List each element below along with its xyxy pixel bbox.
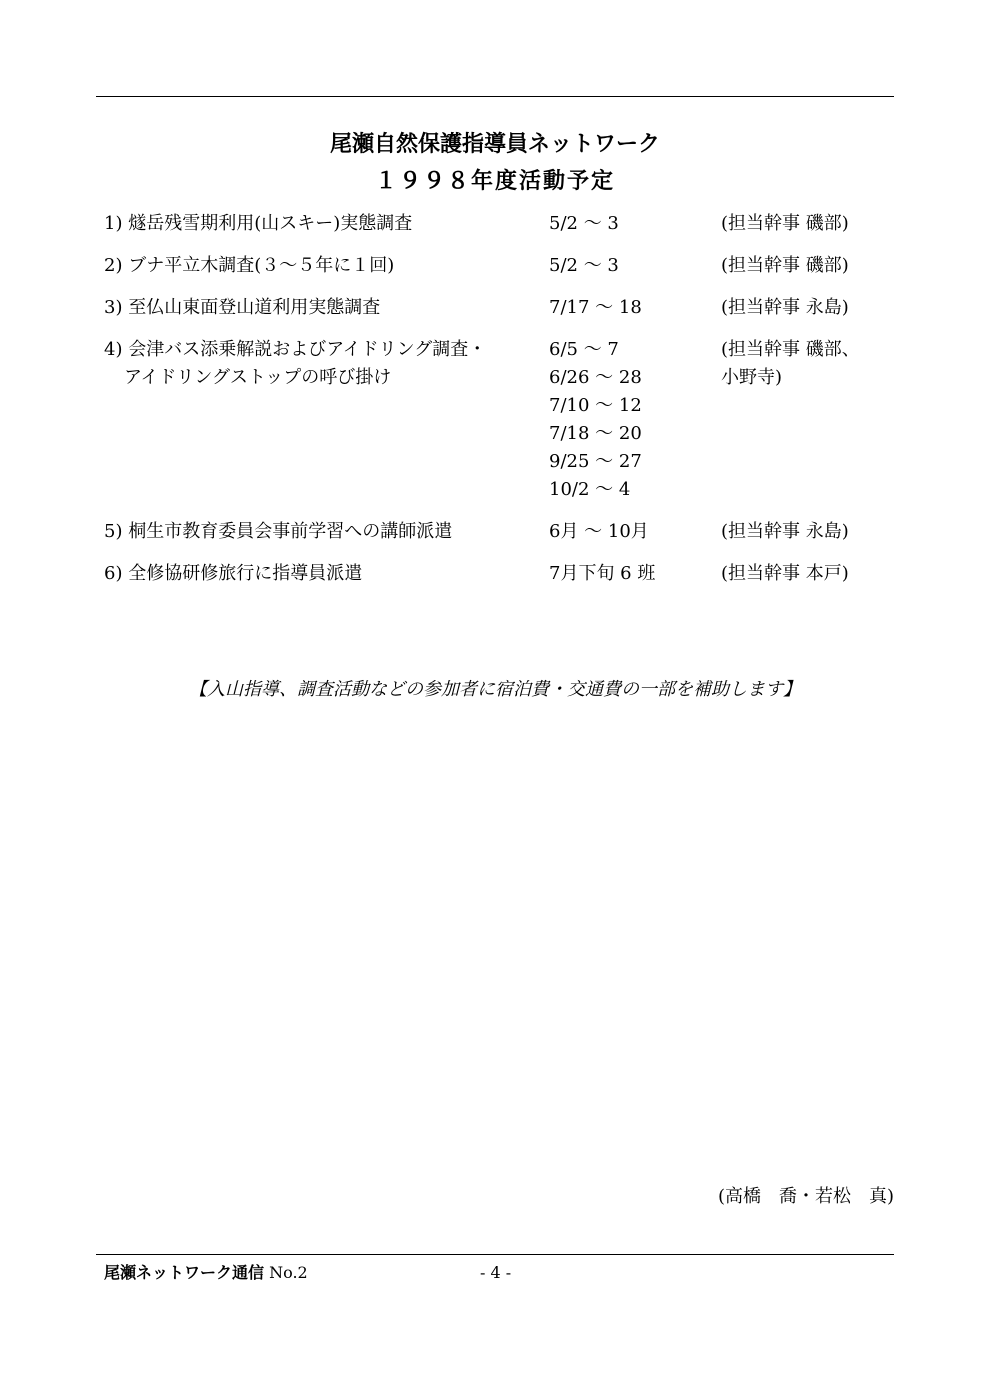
date-cell	[549, 294, 721, 322]
date-text: 9/25 ～ 27	[549, 451, 642, 472]
newsletter-issue: No.2	[269, 1263, 308, 1282]
activity-text: アイドリングストップの呼び掛け	[124, 367, 392, 388]
date-cell	[549, 518, 721, 546]
person-in-charge-cell	[721, 294, 871, 322]
date-text: 7/10 ～ 12	[549, 395, 642, 416]
person-in-charge-cell	[721, 210, 871, 238]
activity-schedule	[104, 210, 874, 602]
date-cell	[549, 252, 721, 280]
activity-text: 6) 全修協研修旅行に指導員派遣	[104, 563, 363, 584]
authors: (高橋 喬・若松 真)	[717, 1186, 894, 1207]
date-text: 7/18 ～ 20	[549, 423, 642, 444]
person-in-charge-cell	[721, 336, 871, 392]
date-cell	[549, 210, 721, 238]
person-in-charge-text: (担当幹事 磯部)	[721, 255, 849, 276]
date-text: 5/2 ～ 3	[549, 255, 619, 276]
person-in-charge-cell	[721, 560, 871, 588]
activity-cell	[104, 294, 549, 322]
header-rule	[96, 96, 894, 97]
document-title: 尾瀬自然保護指導員ネットワーク	[329, 132, 660, 157]
activity-cell	[104, 210, 549, 238]
activity-cell	[104, 518, 549, 546]
person-in-charge-text: (担当幹事 磯部、	[721, 339, 860, 360]
person-in-charge-text: (担当幹事 永島)	[721, 521, 849, 542]
activity-cell	[104, 560, 549, 588]
date-text: 5/2 ～ 3	[549, 213, 619, 234]
schedule-row	[104, 252, 874, 280]
page-number: - 4 -	[480, 1263, 512, 1282]
person-in-charge-text: 小野寺)	[721, 367, 783, 388]
document-subtitle: １９９８年度活動予定	[374, 169, 615, 194]
person-in-charge-text: (担当幹事 本戸)	[721, 563, 849, 584]
activity-cell	[104, 336, 549, 392]
activity-text: 4) 会津バス添乗解説およびアイドリング調査・	[104, 339, 487, 360]
schedule-row	[104, 210, 874, 238]
date-text: 6/5 ～ 7	[549, 339, 619, 360]
activity-text: 1) 燧岳残雪期利用(山スキー)実態調査	[104, 213, 413, 234]
schedule-row	[104, 560, 874, 588]
schedule-row	[104, 518, 874, 546]
person-in-charge-cell	[721, 518, 871, 546]
date-text: 7/17 ～ 18	[549, 297, 642, 318]
date-text: 7月下旬 6 班	[549, 563, 656, 584]
date-text: 6/26 ～ 28	[549, 367, 642, 388]
person-in-charge-text: (担当幹事 磯部)	[721, 213, 849, 234]
activity-cell	[104, 252, 549, 280]
schedule-row	[104, 294, 874, 322]
date-text: 10/2 ～ 4	[549, 479, 631, 500]
date-cell	[549, 336, 721, 504]
person-in-charge-cell	[721, 252, 871, 280]
date-text: 6月 ～ 10月	[549, 521, 649, 542]
date-cell	[549, 560, 721, 588]
schedule-row	[104, 336, 874, 504]
activity-text: 2) ブナ平立木調査(３～５年に１回)	[104, 255, 395, 276]
newsletter-name: 尾瀬ネットワーク通信	[104, 1263, 265, 1282]
footer-newsletter	[104, 1262, 308, 1284]
footer-rule	[96, 1254, 894, 1255]
activity-text: 5) 桐生市教育委員会事前学習への講師派遣	[104, 521, 453, 542]
subsidy-note: 【入山指導、調査活動などの参加者に宿泊費・交通費の一部を補助します】	[189, 679, 801, 700]
activity-text: 3) 至仏山東面登山道利用実態調査	[104, 297, 381, 318]
person-in-charge-text: (担当幹事 永島)	[721, 297, 849, 318]
